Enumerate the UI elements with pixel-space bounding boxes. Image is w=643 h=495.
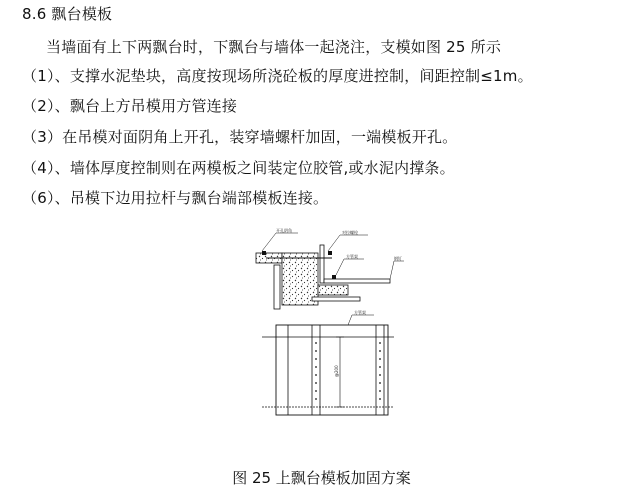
formwork-diagram [252,225,412,425]
elevation-frame [276,325,388,415]
intro-paragraph: 当墙面有上下两飘台时，下飘台与墙体一起浇注，支模如图 25 所示 [46,38,502,56]
left-form [274,265,280,309]
list-item-2: （2）、飘台上方吊模用方管连接 [22,97,238,115]
label-dimension: @200 [334,365,339,377]
list-item-1: （1）、支撑水泥垫块，高度按现场所浇砼板的厚度进控制，间距控制≤1m。 [22,67,533,85]
list-item-4: （4）、墙体厚度控制则在两模板之间装定位胶管,或水泥内撑条。 [22,159,455,177]
bay-top-form [324,279,390,283]
list-item-5: （6）、吊模下边用拉杆与飘台端部模板连接。 [22,189,329,207]
label-square-tube-1: 方管架 [346,254,358,259]
bay-slab [318,285,348,295]
section-view [256,227,404,309]
figure-caption: 图 25 上飘台模板加固方案 [232,469,411,487]
label-wall-bolt: 对拉螺栓 [342,230,358,235]
elevation-view [262,309,394,415]
label-square-tube-2: 方管架 [354,310,366,315]
list-item-3: （3）在吊模对面阴角上开孔，装穿墙螺杆加固，一端模板开孔。 [22,128,458,146]
right-form [320,245,324,283]
label-nail: 钢钉 [394,256,402,261]
label-hole-corner: 开孔阴角 [276,228,292,233]
bay-bottom-form [312,297,360,301]
section-heading: 8.6 飘台模板 [22,5,113,23]
